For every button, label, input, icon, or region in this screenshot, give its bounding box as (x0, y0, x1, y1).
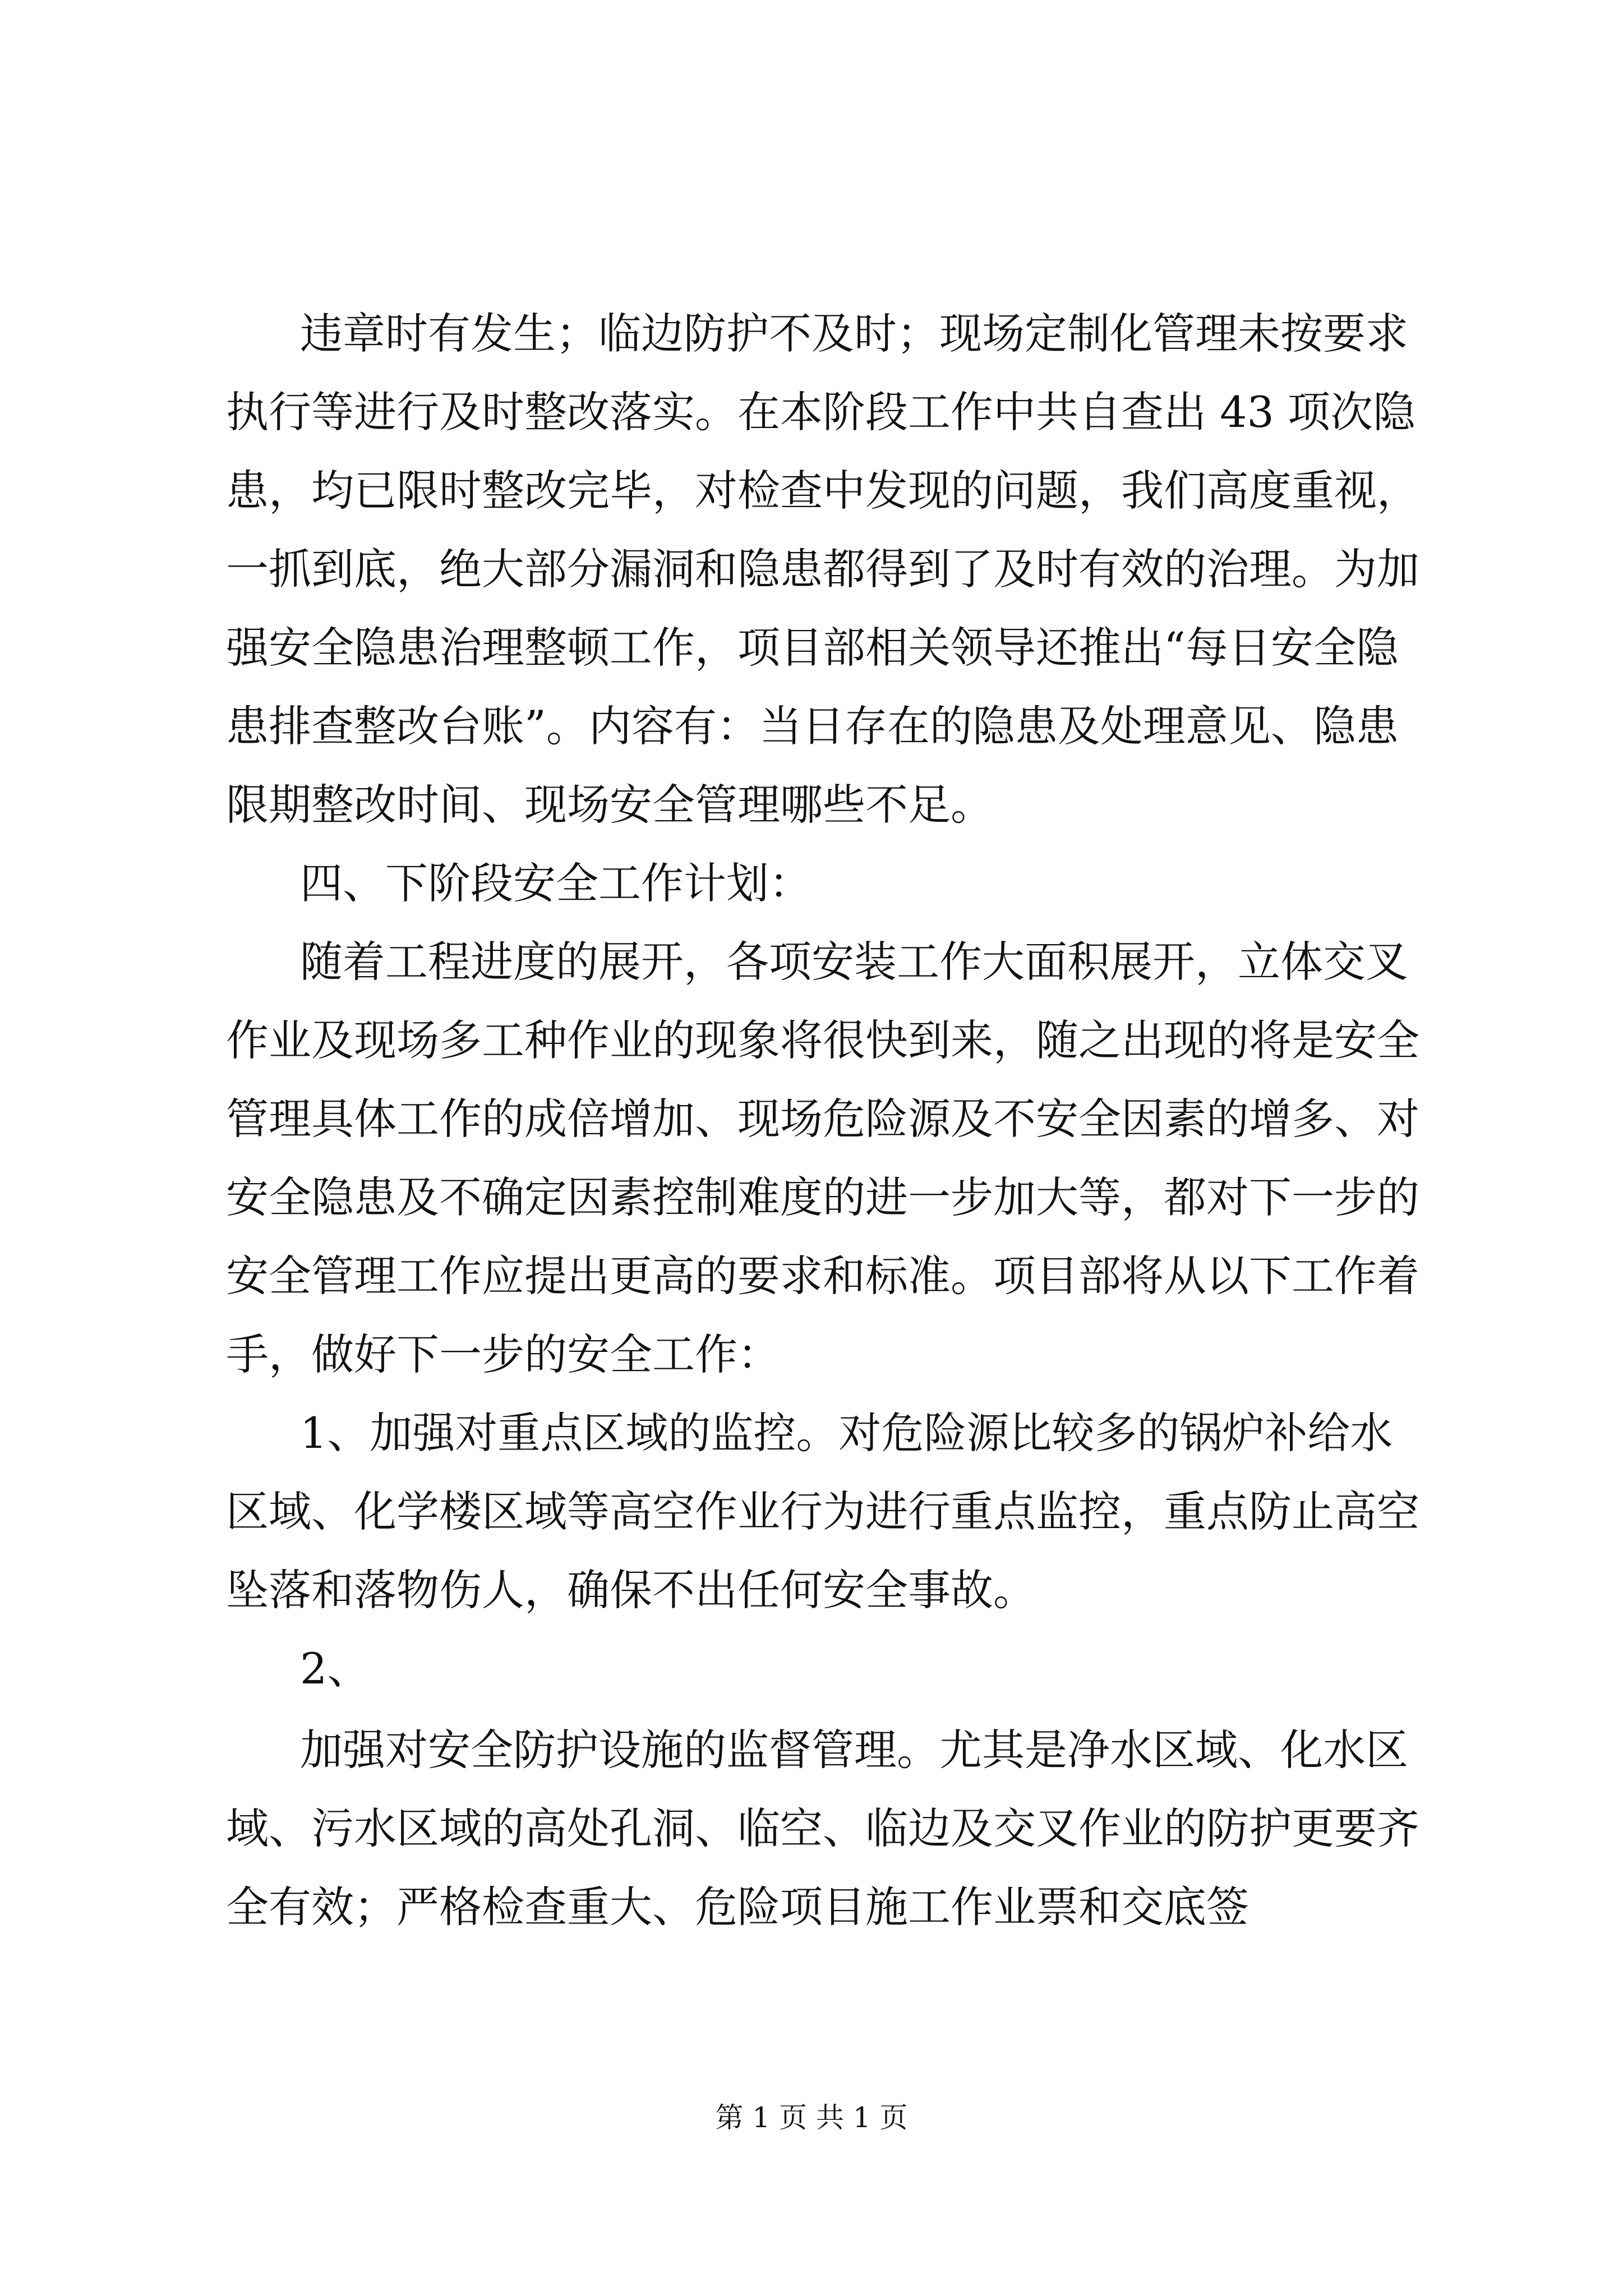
text-line: 强安全隐患治理整顿工作，项目部相关领导还推出“每日安全隐 (226, 623, 1399, 673)
text-line: 域、污水区域的高处孔洞、临空、临边及交叉作业的防护更要齐 (226, 1803, 1419, 1853)
text-line: 区域、化学楼区域等高空作业行为进行重点监控，重点防止高空 (226, 1487, 1419, 1536)
list-number: 2、 (300, 1644, 370, 1694)
text-line: 全有效；严格检查重大、危险项目施工作业票和交底签 (226, 1882, 1249, 1932)
page-footer: 第 1 页 共 1 页 (715, 2101, 908, 2134)
text-line: 违章时有发生；临边防护不及时；现场定制化管理未按要求 (300, 309, 1408, 358)
text-line: 随着工程进度的展开，各项安装工作大面积展开，立体交叉 (300, 937, 1408, 987)
text-line: 安全管理工作应提出更高的要求和标准。项目部将从以下工作着 (226, 1251, 1419, 1301)
text-line: 作业及现场多工种作业的现象将很快到来，随之出现的将是安全 (226, 1015, 1419, 1065)
section-heading: 四、下阶段安全工作计划： (300, 858, 811, 908)
text-line: 执行等进行及时整改落实。在本阶段工作中共自查出 43 项次隐 (226, 387, 1416, 437)
text-line: 患，均已限时整改完毕，对检查中发现的问题，我们高度重视， (226, 466, 1419, 516)
text-line: 1、加强对重点区域的监控。对危险源比较多的锅炉补给水 (300, 1408, 1393, 1458)
text-line: 管理具体工作的成倍增加、现场危险源及不安全因素的增多、对 (226, 1094, 1419, 1144)
text-line: 一抓到底，绝大部分漏洞和隐患都得到了及时有效的治理。为加 (226, 544, 1419, 594)
text-line: 患排查整改台账”。内容有：当日存在的隐患及处理意见、隐患 (226, 701, 1399, 751)
text-line: 坠落和落物伤人，确保不出任何安全事故。 (226, 1565, 1036, 1615)
text-line: 限期整改时间、现场安全管理哪些不足。 (226, 780, 993, 830)
text-line: 安全隐患及不确定因素控制难度的进一步加大等，都对下一步的 (226, 1172, 1419, 1222)
text-line: 加强对安全防护设施的监督管理。尤其是净水区域、化水区 (300, 1725, 1408, 1775)
text-line: 手，做好下一步的安全工作： (226, 1329, 780, 1379)
